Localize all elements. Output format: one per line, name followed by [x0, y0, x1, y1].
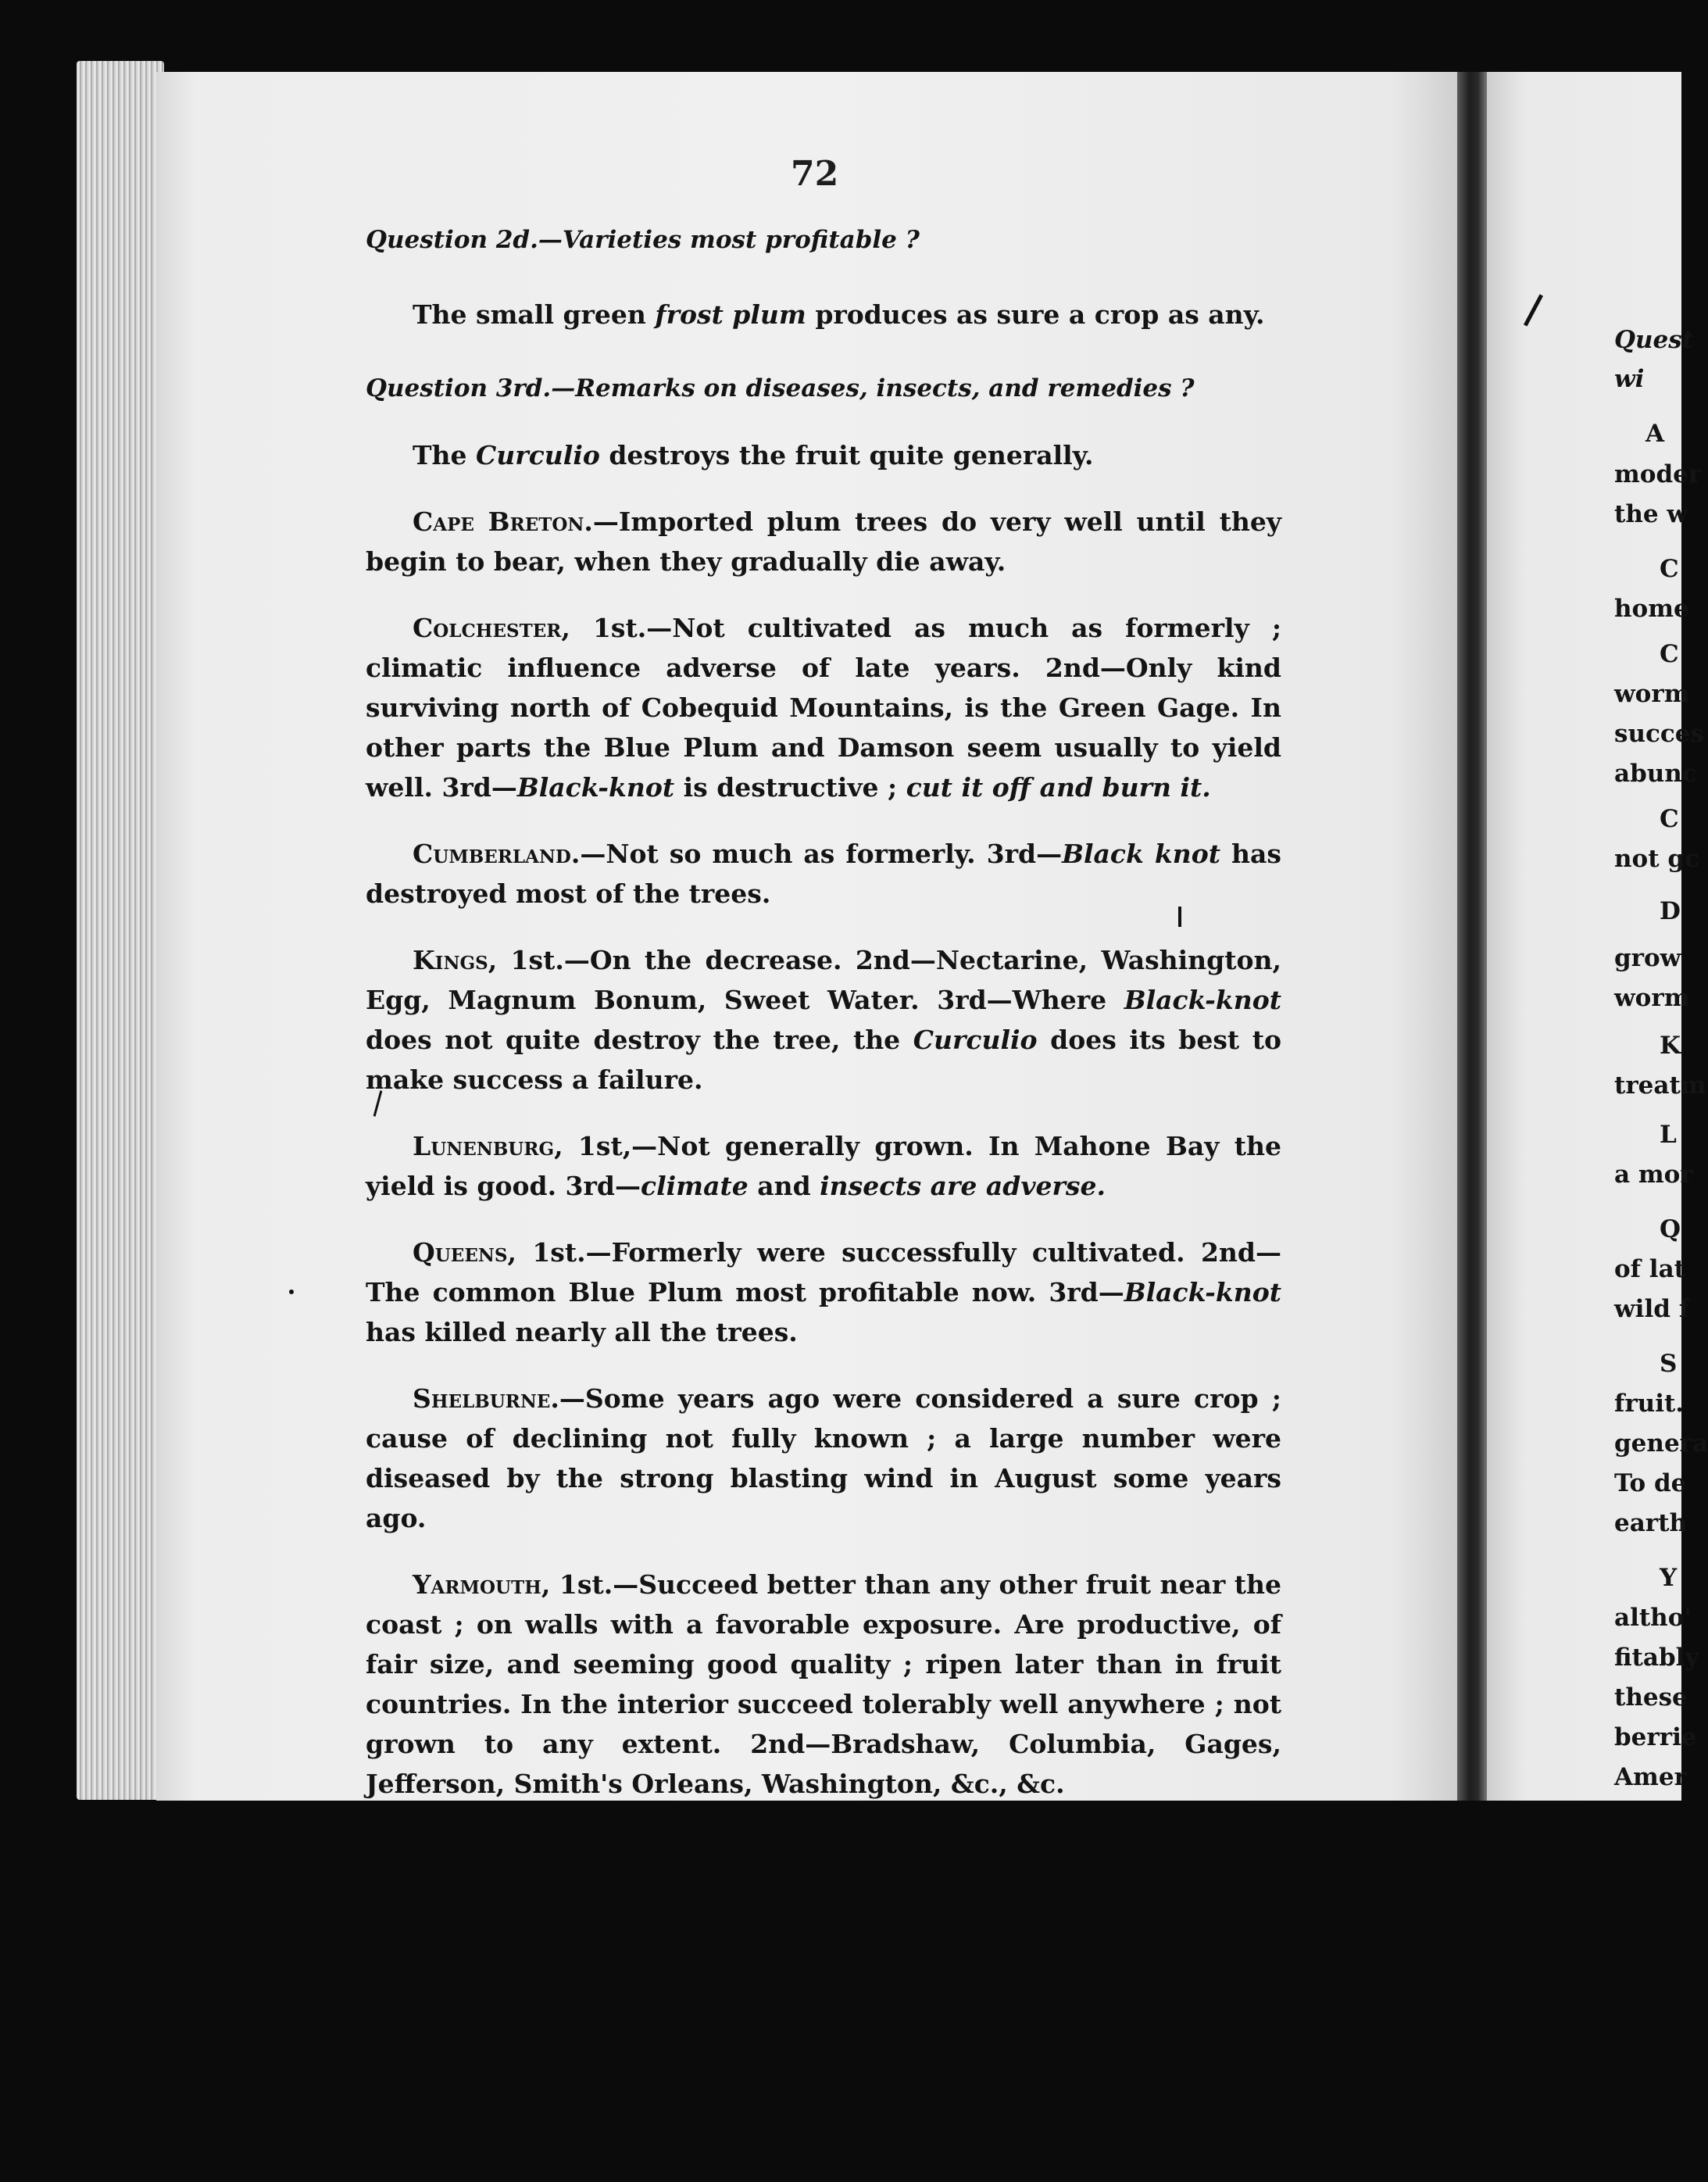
next-page-text: Amer — [1614, 1763, 1687, 1791]
next-page-text: C — [1660, 640, 1679, 668]
county-paragraph: Shelburne.—Some years ago were considered a sure crop ; cause of declining not fully known ; a large number were diseased by the strong blasting wind in August some years ago. — [366, 1383, 1281, 1533]
next-page-text: earth — [1614, 1509, 1687, 1537]
next-page-text: Quest — [1614, 326, 1694, 354]
next-page-text: succes — [1614, 720, 1704, 748]
question-heading: Question 3rd.—Remarks on diseases, insects, and remedies ? — [366, 374, 1195, 402]
next-page-text: To de — [1614, 1469, 1687, 1497]
book-page-edges — [77, 61, 164, 1800]
next-page-text: C — [1660, 805, 1679, 833]
next-page-text: grow — [1614, 944, 1681, 972]
next-page-text: A — [1645, 420, 1665, 448]
next-page-text: home — [1614, 595, 1689, 623]
book-gutter — [1457, 72, 1487, 1801]
next-page-text: Q — [1660, 1215, 1681, 1243]
next-page-text: fruit. — [1614, 1390, 1685, 1418]
next-page-text: D — [1660, 897, 1681, 925]
next-page-text: a mor — [1614, 1161, 1693, 1189]
next-page-text: genera — [1614, 1429, 1708, 1458]
next-page-text: K — [1660, 1032, 1681, 1060]
next-page-text: worm — [1614, 680, 1690, 708]
next-page-text: wild f — [1614, 1295, 1690, 1323]
next-page-text: C — [1660, 555, 1679, 583]
county-paragraph: Kings, 1st.—On the decrease. 2nd—Nectarine, Washington, Egg, Magnum Bonum, Sweet Water. 3rd—Where Black-knot does not quite destroy the tree, the Curculio does its best to make success a failure. — [366, 945, 1281, 1095]
county-paragraph: Yarmouth, 1st.—Succeed better than any other fruit near the coast ; on walls with a favorable exposure. Are productive, of fair size, and seeming good quality ; ripen later than in fruit countries. In the interior succeed tolerably well anywhere ; not grown to any extent. 2nd—Bradshaw, Columbia, Gages, Jefferson, Smith's Orleans, Washington, &c., &c. — [366, 1569, 1281, 1799]
next-page-text: Y — [1660, 1564, 1678, 1592]
next-page-text: of lat — [1614, 1255, 1685, 1283]
next-page-text: S — [1660, 1350, 1678, 1378]
next-page-text: worm — [1614, 984, 1690, 1012]
question-heading: Question 2d.—Varieties most profitable ? — [366, 226, 920, 254]
answer-paragraph: The Curculio destroys the fruit quite generally. — [413, 440, 1094, 470]
ink-mark — [289, 1290, 294, 1294]
next-page-text: abunc — [1614, 760, 1697, 788]
page-number: 72 — [791, 154, 839, 194]
county-paragraph: Cumberland.—Not so much as formerly. 3rd—Black knot has destroyed most of the trees. — [366, 839, 1282, 909]
next-page-text: not gc — [1614, 845, 1699, 873]
county-paragraph: Lunenburg, 1st,—Not generally grown. In Mahone Bay the yield is good. 3rd—climate and insects are adverse. — [366, 1131, 1281, 1201]
ink-mark — [1178, 907, 1181, 927]
county-paragraph: Colchester, 1st.—Not cultivated as much as formerly ; climatic influence adverse of late years. 2nd—Only kind surviving north of Cobequid Mountains, is the Green Gage. In other parts the Blue Plum and Damson seem usually to yield well. 3rd—Black-knot is destructive ; cut it off and burn it. — [366, 613, 1281, 803]
county-paragraph: Cape Breton.—Imported plum trees do very well until they begin to bear, when they gradually die away. — [366, 506, 1282, 577]
next-page-text: treatm — [1614, 1071, 1706, 1100]
next-page-text: altho' — [1614, 1604, 1692, 1632]
page-text — [366, 220, 1281, 1804]
next-page-text: L — [1660, 1121, 1677, 1149]
next-page-text: these — [1614, 1683, 1688, 1712]
next-page-text: berrie — [1614, 1723, 1697, 1751]
next-page-text: moder — [1614, 460, 1702, 488]
answer-paragraph: The small green frost plum produces as sure a crop as any. — [413, 299, 1265, 330]
next-page-text: fitably — [1614, 1644, 1699, 1672]
next-page-text: wi — [1614, 365, 1645, 393]
county-paragraph: Queens, 1st.—Formerly were successfully cultivated. 2nd—The common Blue Plum most profitable now. 3rd—Black-knot has killed nearly all the trees. — [366, 1237, 1281, 1347]
next-page-text: the w — [1614, 500, 1688, 528]
